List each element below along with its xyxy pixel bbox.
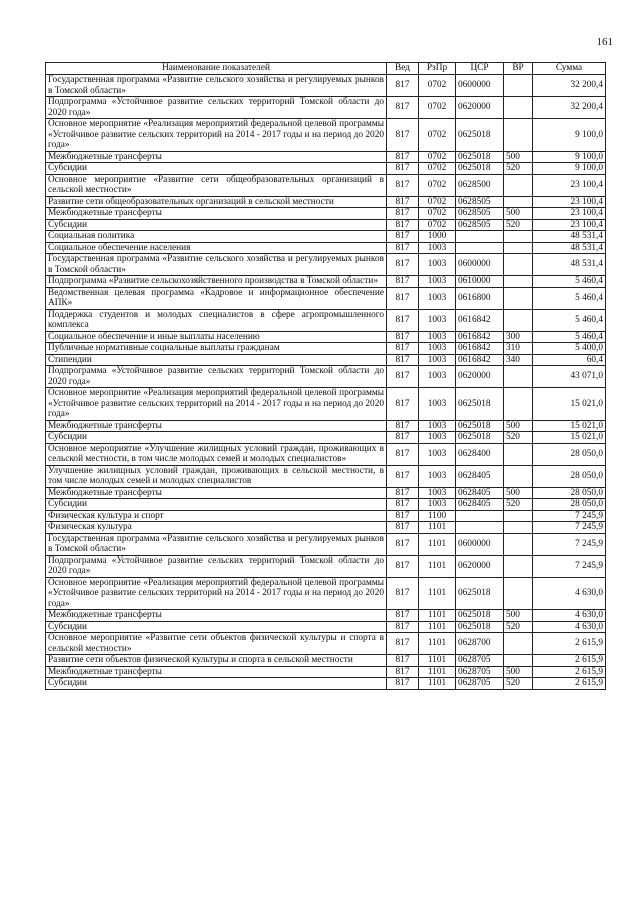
cell-csr: 0625018: [456, 621, 504, 633]
table-row: [46, 119, 606, 152]
table-row: [46, 287, 606, 309]
cell-rzpr: 1003: [419, 242, 456, 254]
cell-ved: 817: [387, 276, 419, 288]
cell-rzpr: 1101: [419, 633, 456, 655]
cell-vr: [504, 577, 533, 610]
cell-vr: [504, 231, 533, 243]
cell-name: Подпрограмма «Устойчивое развитие сельских территорий Томской области до 2020 года»: [46, 97, 387, 119]
cell-ved: 817: [387, 510, 419, 522]
cell-sum: 32 200,4: [533, 75, 606, 97]
cell-ved: 817: [387, 678, 419, 690]
table-row: [46, 97, 606, 119]
cell-rzpr: 1003: [419, 443, 456, 465]
cell-sum: 23 100,4: [533, 196, 606, 208]
table-row: [46, 366, 606, 388]
cell-csr: 0616842: [456, 309, 504, 331]
budget-table: [45, 62, 606, 690]
table-row: [46, 510, 606, 522]
cell-csr: 0616842: [456, 354, 504, 366]
cell-name: Межбюджетные трансферты: [46, 487, 387, 499]
cell-sum: 60,4: [533, 354, 606, 366]
header-name: Наименование показателей: [46, 63, 387, 75]
cell-ved: 817: [387, 254, 419, 276]
cell-sum: 28 050,0: [533, 499, 606, 511]
table-row: [46, 633, 606, 655]
cell-vr: [504, 276, 533, 288]
cell-ved: 817: [387, 443, 419, 465]
cell-csr: 0625018: [456, 610, 504, 622]
cell-rzpr: 1101: [419, 621, 456, 633]
cell-sum: 5 460,4: [533, 309, 606, 331]
cell-ved: 817: [387, 208, 419, 220]
cell-rzpr: 1003: [419, 254, 456, 276]
cell-csr: 0628505: [456, 219, 504, 231]
cell-vr: [504, 75, 533, 97]
cell-rzpr: 1101: [419, 678, 456, 690]
cell-sum: 4 630,0: [533, 577, 606, 610]
cell-csr: 0600000: [456, 254, 504, 276]
table-row: [46, 621, 606, 633]
header-csr: ЦСР: [456, 63, 504, 75]
cell-csr: 0625018: [456, 388, 504, 421]
cell-rzpr: 0702: [419, 174, 456, 196]
cell-name: Основное мероприятие «Развитие сети объектов физической культуры и спорта в сельской местности»: [46, 633, 387, 655]
cell-name: Субсидии: [46, 432, 387, 444]
cell-vr: [504, 465, 533, 487]
cell-sum: 48 531,4: [533, 242, 606, 254]
cell-csr: 0628705: [456, 666, 504, 678]
cell-sum: 15 021,0: [533, 420, 606, 432]
cell-ved: 817: [387, 196, 419, 208]
cell-rzpr: 0702: [419, 196, 456, 208]
cell-ved: 817: [387, 388, 419, 421]
table-row: [46, 499, 606, 511]
cell-rzpr: 0702: [419, 208, 456, 220]
cell-name: Субсидии: [46, 219, 387, 231]
table-header: [46, 63, 606, 75]
cell-vr: [504, 388, 533, 421]
cell-rzpr: 1101: [419, 610, 456, 622]
table-row: [46, 432, 606, 444]
cell-vr: 500: [504, 610, 533, 622]
cell-name: Ведомственная целевая программа «Кадровое и информационное обеспечение АПК»: [46, 287, 387, 309]
cell-csr: 0625018: [456, 151, 504, 163]
cell-ved: 817: [387, 163, 419, 175]
header-vr: ВР: [504, 63, 533, 75]
cell-csr: 0616842: [456, 343, 504, 355]
cell-vr: 500: [504, 487, 533, 499]
cell-csr: 0620000: [456, 555, 504, 577]
cell-ved: 817: [387, 522, 419, 534]
cell-csr: 0616842: [456, 331, 504, 343]
cell-name: Поддержка студентов и молодых специалистов в сфере агропромышленного комплекса: [46, 309, 387, 331]
cell-vr: [504, 309, 533, 331]
cell-ved: 817: [387, 231, 419, 243]
cell-ved: 817: [387, 119, 419, 152]
cell-rzpr: 1003: [419, 420, 456, 432]
cell-sum: 2 615,9: [533, 666, 606, 678]
cell-csr: 0628400: [456, 443, 504, 465]
cell-vr: 310: [504, 343, 533, 355]
cell-csr: [456, 242, 504, 254]
cell-ved: 817: [387, 354, 419, 366]
cell-ved: 817: [387, 75, 419, 97]
cell-name: Улучшение жилищных условий граждан, проживающих в сельской местности, в том числе молодых семей и молодых специалистов: [46, 465, 387, 487]
cell-sum: 4 630,0: [533, 610, 606, 622]
cell-csr: 0625018: [456, 420, 504, 432]
cell-sum: 7 245,9: [533, 533, 606, 555]
cell-sum: 23 100,4: [533, 208, 606, 220]
table-row: [46, 577, 606, 610]
table-row: [46, 75, 606, 97]
cell-sum: 5 460,4: [533, 331, 606, 343]
table-row: [46, 331, 606, 343]
table-row: [46, 533, 606, 555]
cell-rzpr: 1101: [419, 522, 456, 534]
page-number: 161: [596, 36, 613, 48]
cell-csr: 0620000: [456, 366, 504, 388]
table-row: [46, 231, 606, 243]
cell-name: Межбюджетные трансферты: [46, 666, 387, 678]
cell-ved: 817: [387, 366, 419, 388]
cell-name: Межбюджетные трансферты: [46, 420, 387, 432]
cell-vr: [504, 242, 533, 254]
cell-ved: 817: [387, 242, 419, 254]
cell-name: Государственная программа «Развитие сельского хозяйства и регулируемых рынков в Томской области»: [46, 533, 387, 555]
cell-ved: 817: [387, 666, 419, 678]
table-row: [46, 420, 606, 432]
table-row: [46, 276, 606, 288]
cell-vr: [504, 287, 533, 309]
cell-rzpr: 1003: [419, 465, 456, 487]
cell-name: Государственная программа «Развитие сельского хозяйства и регулируемых рынков в Томской области»: [46, 254, 387, 276]
cell-rzpr: 0702: [419, 119, 456, 152]
cell-vr: 520: [504, 219, 533, 231]
cell-name: Физическая культура: [46, 522, 387, 534]
cell-ved: 817: [387, 577, 419, 610]
header-rzpr: РзПр: [419, 63, 456, 75]
cell-csr: 0628405: [456, 499, 504, 511]
header-row: [46, 63, 606, 75]
cell-name: Субсидии: [46, 499, 387, 511]
cell-rzpr: 1003: [419, 343, 456, 355]
cell-rzpr: 1101: [419, 555, 456, 577]
cell-csr: 0625018: [456, 577, 504, 610]
cell-csr: [456, 522, 504, 534]
cell-name: Социальное обеспечение и иные выплаты населению: [46, 331, 387, 343]
header-sum: Сумма: [533, 63, 606, 75]
cell-sum: 5 460,4: [533, 287, 606, 309]
cell-csr: 0628500: [456, 174, 504, 196]
cell-vr: [504, 522, 533, 534]
cell-name: Основное мероприятие «Реализация мероприятий федеральной целевой программы «Устойчивое развитие сельских территорий на 2014 - 2017 годы и на период до 2020 года»: [46, 119, 387, 152]
cell-vr: 520: [504, 678, 533, 690]
table-row: [46, 522, 606, 534]
cell-name: Межбюджетные трансферты: [46, 610, 387, 622]
cell-rzpr: 1003: [419, 354, 456, 366]
table-row: [46, 219, 606, 231]
cell-sum: 7 245,9: [533, 522, 606, 534]
table-row: [46, 174, 606, 196]
cell-ved: 817: [387, 633, 419, 655]
cell-sum: 7 245,9: [533, 510, 606, 522]
table-row: [46, 343, 606, 355]
cell-sum: 4 630,0: [533, 621, 606, 633]
cell-name: Межбюджетные трансферты: [46, 208, 387, 220]
cell-name: Подпрограмма «Устойчивое развитие сельских территорий Томской области до 2020 года»: [46, 366, 387, 388]
cell-sum: 43 071,0: [533, 366, 606, 388]
cell-name: Основное мероприятие «Реализация мероприятий федеральной целевой программы «Устойчивое развитие сельских территорий на 2014 - 2017 годы и на период до 2020 года»: [46, 388, 387, 421]
cell-ved: 817: [387, 610, 419, 622]
cell-ved: 817: [387, 487, 419, 499]
cell-vr: 500: [504, 420, 533, 432]
cell-name: Публичные нормативные социальные выплаты гражданам: [46, 343, 387, 355]
table-row: [46, 208, 606, 220]
cell-csr: 0628505: [456, 196, 504, 208]
cell-rzpr: 1003: [419, 432, 456, 444]
cell-vr: [504, 366, 533, 388]
cell-sum: 15 021,0: [533, 432, 606, 444]
table-row: [46, 354, 606, 366]
cell-vr: 520: [504, 621, 533, 633]
table-row: [46, 610, 606, 622]
cell-ved: 817: [387, 432, 419, 444]
cell-sum: 9 100,0: [533, 119, 606, 152]
cell-csr: 0628705: [456, 678, 504, 690]
cell-sum: 5 400,0: [533, 343, 606, 355]
table-row: [46, 163, 606, 175]
cell-rzpr: 1101: [419, 577, 456, 610]
cell-vr: 520: [504, 499, 533, 511]
cell-name: Развитие сети объектов физической культуры и спорта в сельской местности: [46, 655, 387, 667]
cell-csr: [456, 231, 504, 243]
cell-vr: 340: [504, 354, 533, 366]
cell-csr: 0628405: [456, 487, 504, 499]
cell-sum: 48 531,4: [533, 254, 606, 276]
cell-vr: 500: [504, 151, 533, 163]
table-row: [46, 655, 606, 667]
cell-rzpr: 0702: [419, 151, 456, 163]
cell-name: Социальное обеспечение населения: [46, 242, 387, 254]
cell-rzpr: 1101: [419, 533, 456, 555]
table-row: [46, 555, 606, 577]
table-row: [46, 254, 606, 276]
cell-csr: 0628505: [456, 208, 504, 220]
cell-vr: 300: [504, 331, 533, 343]
cell-ved: 817: [387, 465, 419, 487]
cell-name: Подпрограмма «Устойчивое развитие сельских территорий Томской области до 2020 года»: [46, 555, 387, 577]
cell-csr: 0620000: [456, 97, 504, 119]
cell-vr: 520: [504, 432, 533, 444]
cell-sum: 23 100,4: [533, 174, 606, 196]
cell-csr: 0625018: [456, 163, 504, 175]
cell-ved: 817: [387, 499, 419, 511]
cell-sum: 2 615,9: [533, 633, 606, 655]
cell-name: Субсидии: [46, 163, 387, 175]
header-ved: Вед: [387, 63, 419, 75]
cell-ved: 817: [387, 533, 419, 555]
cell-name: Межбюджетные трансферты: [46, 151, 387, 163]
cell-vr: [504, 254, 533, 276]
cell-rzpr: 1003: [419, 276, 456, 288]
cell-rzpr: 1101: [419, 655, 456, 667]
cell-name: Развитие сети общеобразовательных организаций в сельской местности: [46, 196, 387, 208]
cell-rzpr: 1003: [419, 287, 456, 309]
cell-csr: 0616800: [456, 287, 504, 309]
cell-vr: 520: [504, 163, 533, 175]
cell-name: Субсидии: [46, 621, 387, 633]
cell-ved: 817: [387, 331, 419, 343]
cell-sum: 23 100,4: [533, 219, 606, 231]
table-row: [46, 678, 606, 690]
cell-vr: [504, 655, 533, 667]
cell-rzpr: 1000: [419, 231, 456, 243]
cell-sum: 28 050,0: [533, 487, 606, 499]
table-row: [46, 443, 606, 465]
cell-vr: 500: [504, 208, 533, 220]
table-body: [46, 75, 606, 690]
table-row: [46, 151, 606, 163]
cell-vr: [504, 510, 533, 522]
cell-rzpr: 1003: [419, 309, 456, 331]
cell-sum: 28 050,0: [533, 465, 606, 487]
cell-rzpr: 0702: [419, 97, 456, 119]
table-row: [46, 388, 606, 421]
cell-name: Основное мероприятие «Реализация мероприятий федеральной целевой программы «Устойчивое развитие сельских территорий на 2014 - 2017 годы и на период до 2020 года»: [46, 577, 387, 610]
cell-sum: 15 021,0: [533, 388, 606, 421]
cell-name: Подпрограмма «Развитие сельскохозяйственного производства в Томской области»: [46, 276, 387, 288]
cell-sum: 2 615,9: [533, 678, 606, 690]
cell-rzpr: 0702: [419, 163, 456, 175]
cell-sum: 5 460,4: [533, 276, 606, 288]
cell-csr: 0628700: [456, 633, 504, 655]
cell-name: Субсидии: [46, 678, 387, 690]
cell-ved: 817: [387, 420, 419, 432]
table-row: [46, 666, 606, 678]
cell-ved: 817: [387, 655, 419, 667]
cell-csr: 0610000: [456, 276, 504, 288]
cell-sum: 48 531,4: [533, 231, 606, 243]
cell-rzpr: 1003: [419, 366, 456, 388]
cell-ved: 817: [387, 343, 419, 355]
cell-vr: [504, 119, 533, 152]
cell-sum: 32 200,4: [533, 97, 606, 119]
cell-ved: 817: [387, 219, 419, 231]
cell-vr: 500: [504, 666, 533, 678]
cell-csr: 0628405: [456, 465, 504, 487]
table-row: [46, 196, 606, 208]
cell-ved: 817: [387, 97, 419, 119]
table-row: [46, 309, 606, 331]
cell-csr: 0625018: [456, 432, 504, 444]
cell-rzpr: 1100: [419, 510, 456, 522]
cell-vr: [504, 196, 533, 208]
cell-vr: [504, 97, 533, 119]
table-row: [46, 465, 606, 487]
cell-sum: 9 100,0: [533, 151, 606, 163]
cell-ved: 817: [387, 621, 419, 633]
cell-rzpr: 1003: [419, 487, 456, 499]
cell-rzpr: 1003: [419, 388, 456, 421]
cell-ved: 817: [387, 309, 419, 331]
cell-csr: 0625018: [456, 119, 504, 152]
cell-name: Основное мероприятие «Развитие сети общеобразовательных организаций в сельской местности»: [46, 174, 387, 196]
cell-csr: 0600000: [456, 533, 504, 555]
cell-name: Стипендии: [46, 354, 387, 366]
cell-ved: 817: [387, 151, 419, 163]
cell-sum: 2 615,9: [533, 655, 606, 667]
table-row: [46, 242, 606, 254]
cell-vr: [504, 174, 533, 196]
cell-rzpr: 0702: [419, 219, 456, 231]
cell-ved: 817: [387, 174, 419, 196]
cell-name: Социальная политика: [46, 231, 387, 243]
cell-name: Государственная программа «Развитие сельского хозяйства и регулируемых рынков в Томской области»: [46, 75, 387, 97]
cell-rzpr: 1101: [419, 666, 456, 678]
cell-rzpr: 0702: [419, 75, 456, 97]
cell-rzpr: 1003: [419, 331, 456, 343]
cell-sum: 9 100,0: [533, 163, 606, 175]
cell-vr: [504, 633, 533, 655]
cell-ved: 817: [387, 555, 419, 577]
cell-vr: [504, 533, 533, 555]
cell-csr: [456, 510, 504, 522]
cell-rzpr: 1003: [419, 499, 456, 511]
cell-name: Физическая культура и спорт: [46, 510, 387, 522]
cell-vr: [504, 555, 533, 577]
cell-csr: 0600000: [456, 75, 504, 97]
cell-sum: 28 050,0: [533, 443, 606, 465]
cell-sum: 7 245,9: [533, 555, 606, 577]
table-row: [46, 487, 606, 499]
cell-vr: [504, 443, 533, 465]
cell-ved: 817: [387, 287, 419, 309]
cell-csr: 0628705: [456, 655, 504, 667]
cell-name: Основное мероприятие «Улучшение жилищных условий граждан, проживающих в сельской местности, в том числе молодых семей и молодых специалистов»: [46, 443, 387, 465]
